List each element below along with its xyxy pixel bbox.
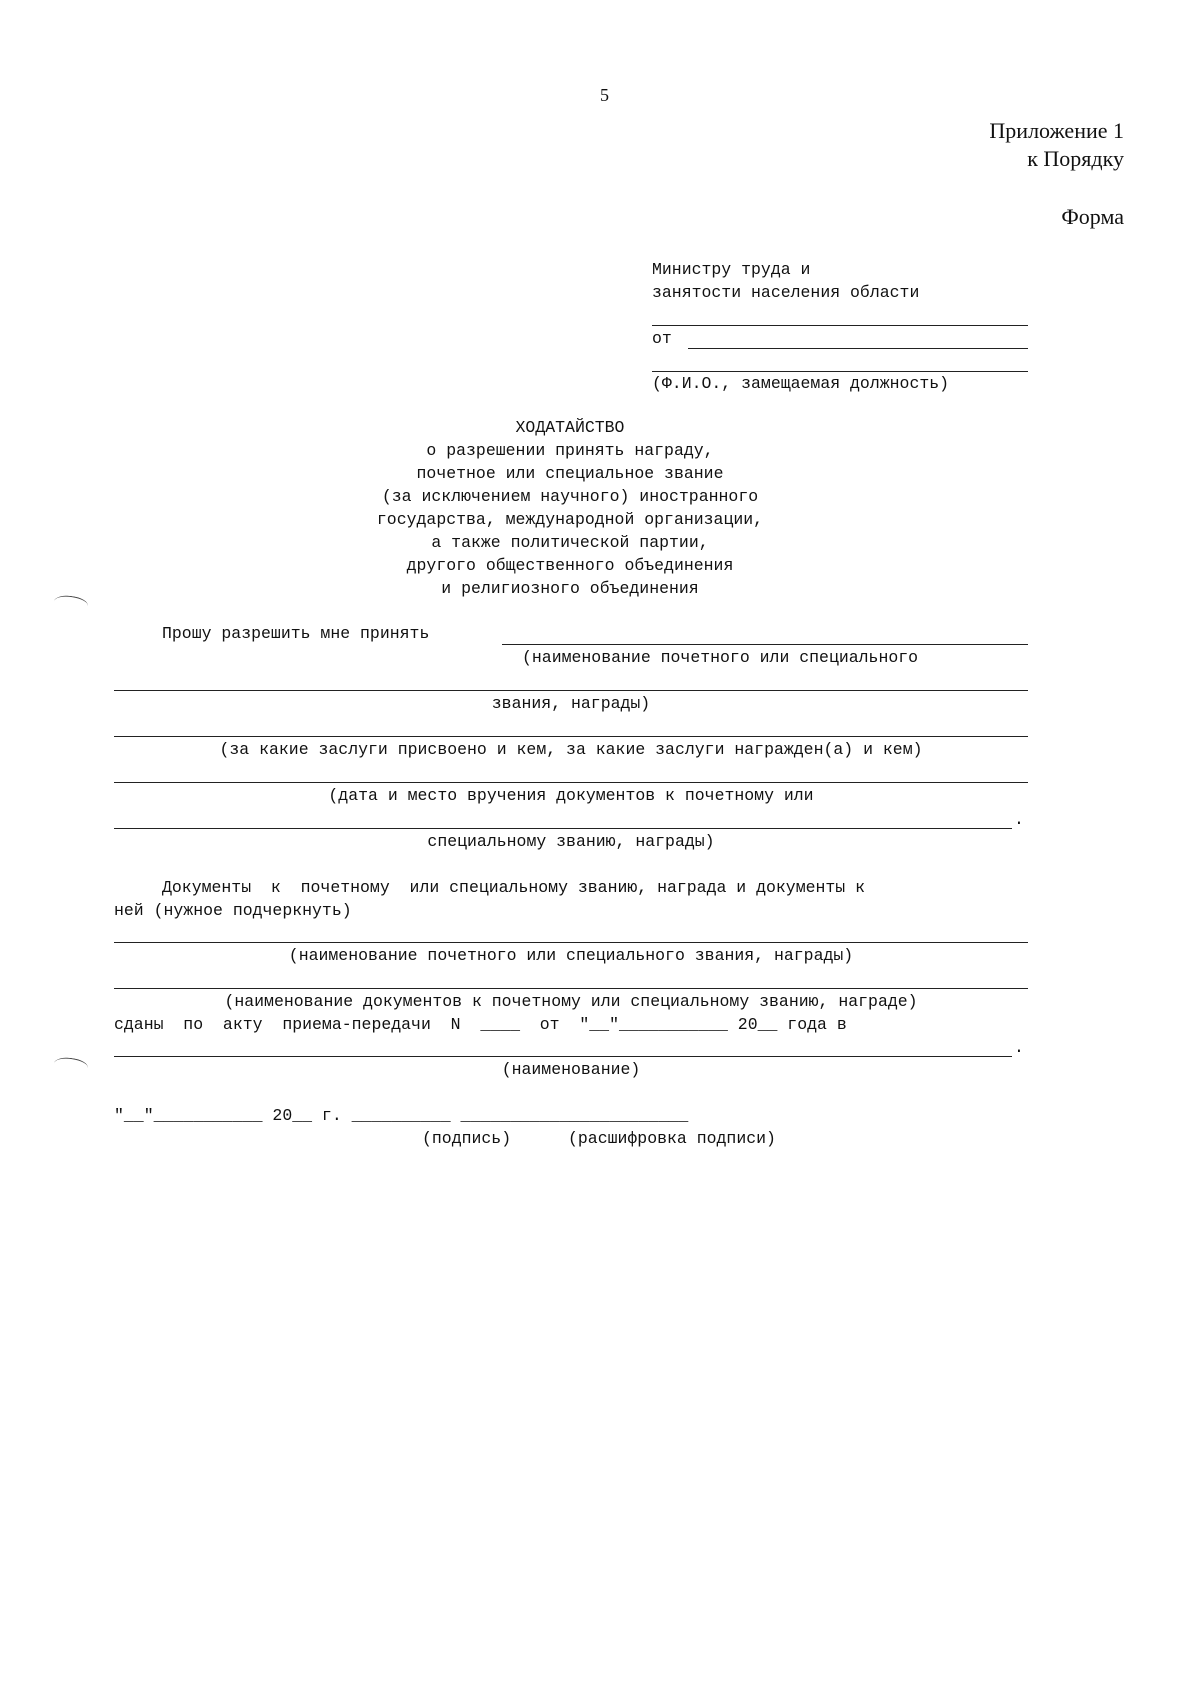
recipient-hint: (наименование) <box>501 1060 641 1079</box>
delivery-line <box>114 782 1028 783</box>
title-line-2: почетное или специальное звание <box>416 464 724 483</box>
document-title: ХОДАТАЙСТВО <box>515 418 625 437</box>
form-label: Форма <box>1061 204 1124 229</box>
signature-decode-hint: (расшифровка подписи) <box>568 1129 776 1148</box>
documents-list-line <box>114 988 1028 989</box>
delivery-line-2 <box>114 828 1012 829</box>
from-blank-line <box>688 348 1028 349</box>
from-label: от <box>652 329 672 348</box>
page-number: 5 <box>600 85 609 105</box>
documents-text-line1: Документы к почетному или специальному званию, награда и документы к <box>162 878 866 897</box>
delivery-hint: (дата и место вручения документов к почетному или <box>328 786 814 805</box>
title-line-6: другого общественного объединения <box>406 556 734 575</box>
binder-hole-mark-top <box>53 594 89 614</box>
title-line-3: (за исключением научного) иностранного <box>381 487 759 506</box>
award-name-hint-cont: звания, награды) <box>491 694 651 713</box>
from-blank-line-2 <box>652 371 1028 372</box>
addressee-line2: занятости населения области <box>652 283 920 302</box>
award-name-line-2 <box>114 690 1028 691</box>
binder-hole-mark-bottom <box>53 1056 89 1076</box>
addressee-line1: Министру труда и <box>652 260 811 279</box>
title-line-4: государства, международной организации, <box>376 510 764 529</box>
recipient-period: . <box>1014 1038 1024 1057</box>
delivery-period: . <box>1014 810 1024 829</box>
merits-line <box>114 736 1028 737</box>
title-line-1: о разрешении принять награду, <box>426 441 714 460</box>
signature-hint: (подпись) <box>422 1129 512 1148</box>
date-signature-line: "__"___________ 20__ г. __________ _______________________ <box>114 1106 689 1125</box>
award-name-line <box>502 644 1028 645</box>
request-text: Прошу разрешить мне принять <box>162 624 430 643</box>
recipient-line <box>114 1056 1012 1057</box>
title-line-5: а также политической партии, <box>431 533 709 552</box>
appendix-number: Приложение 1 <box>989 118 1124 143</box>
merits-hint: (за какие заслуги присвоено и кем, за какие заслуги награжден(а) и кем) <box>219 740 923 759</box>
title-line-7: и религиозного объединения <box>441 579 699 598</box>
documents-award-hint: (наименование почетного или специального звания, награды) <box>288 946 854 965</box>
from-hint: (Ф.И.О., замещаемая должность) <box>652 374 950 393</box>
documents-text-line2: ней (нужное подчеркнуть) <box>114 901 352 920</box>
documents-award-line <box>114 942 1028 943</box>
act-text: сданы по акту приема-передачи N ____ от "__"___________ 20__ года в <box>114 1015 847 1034</box>
addressee-blank-line <box>652 325 1028 326</box>
delivery-hint-cont: специальному званию, награды) <box>427 832 715 851</box>
documents-list-hint: (наименование документов к почетному или специальному званию, награде) <box>224 992 918 1011</box>
award-name-hint: (наименование почетного или специального <box>522 648 919 667</box>
appendix-order: к Порядку <box>1027 146 1124 171</box>
